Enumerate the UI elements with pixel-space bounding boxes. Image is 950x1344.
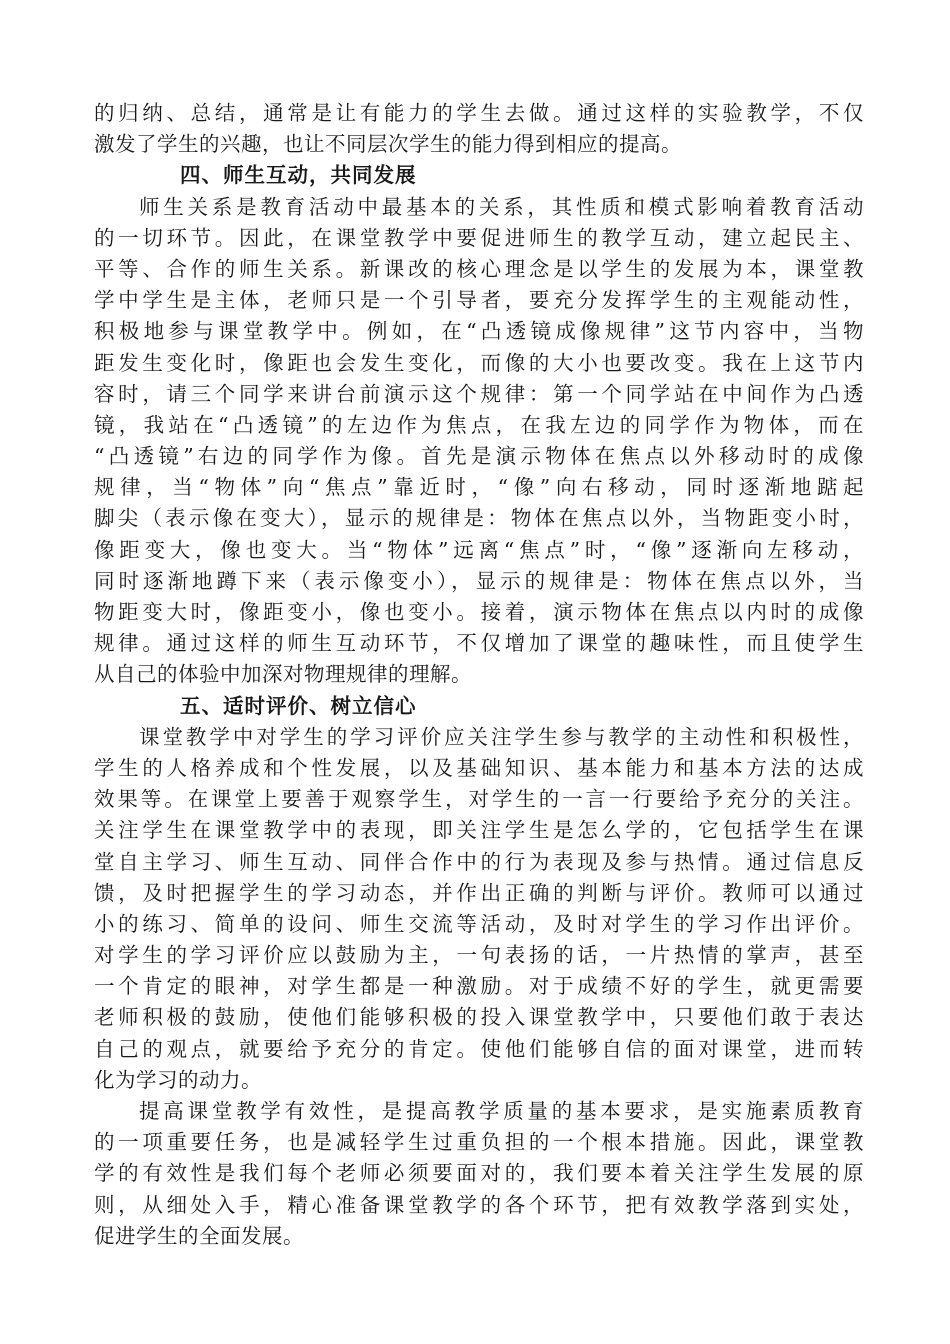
text-line: 对学生的学习评价应以鼓励为主，一句表扬的话，一片热情的掌声，甚至: [94, 943, 864, 968]
text-line: 容时，请三个同学来讲台前演示这个规律：第一个同学站在中间作为凸透: [94, 381, 864, 406]
section-heading-5: 五、适时评价、树立信心: [180, 693, 417, 718]
paragraph-evaluation: [94, 722, 864, 1096]
text-line: 激发了学生的兴趣，也让不同层次学生的能力得到相应的提高。: [94, 132, 682, 157]
text-line: 镜，我站在“凸透镜”的左边作为焦点，在我左边的同学作为物体，而在: [94, 412, 864, 437]
text-line: 馈，及时把握学生的学习动态，并作出正确的判断与评价。教师可以通过: [94, 880, 864, 905]
text-line: 脚尖（表示像在变大），显示的规律是：物体在焦点以外，当物距变小时，: [94, 506, 864, 531]
text-line: 小的练习、简单的设问、师生交流等活动，及时对学生的学习作出评价。: [94, 911, 864, 936]
text-line: 像距变大，像也变大。当“物体”远离“焦点”时，“像”逐渐向左移动，: [94, 537, 864, 562]
text-line: “凸透镜”右边的同学作为像。首先是演示物体在焦点以外移动时的成像: [94, 444, 864, 469]
text-line: 学的有效性是我们每个老师必须要面对的，我们要本着关注学生发展的原: [94, 1161, 864, 1186]
paragraph-continued: [94, 98, 864, 160]
text-line: 平等、合作的师生关系。新课改的核心理念是以学生的发展为本，课堂教: [94, 256, 864, 281]
text-line: 的归纳、总结，通常是让有能力的学生去做。通过这样的实验教学，不仅: [94, 101, 864, 125]
text-line: 规律。通过这样的师生互动环节，不仅增加了课堂的趣味性，而且使学生: [94, 631, 864, 656]
text-line: 课堂教学中对学生的学习评价应关注学生参与教学的主动性和积极性，: [139, 724, 864, 749]
text-line: 物距变大时，像距变小，像也变小。接着，演示物体在焦点以内时的成像: [94, 600, 864, 624]
paragraph-teacher-student-interaction: [94, 192, 864, 691]
text-line: 学中学生是主体，老师只是一个引导者，要充分发挥学生的主观能动性，: [94, 288, 864, 313]
section-heading-4: 四、师生互动，共同发展: [180, 163, 417, 188]
text-line: 距发生变化时，像距也会发生变化，而像的大小也要改变。我在上这节内: [94, 350, 864, 375]
text-line: 规律，当“物体”向“焦点”靠近时，“像”向右移动，同时逐渐地踮起: [94, 475, 864, 500]
text-line: 从自己的体验中加深对物理规律的理解。: [94, 662, 472, 687]
paragraph-conclusion: [94, 1096, 864, 1252]
text-line: 化为学习的动力。: [94, 1067, 262, 1092]
text-line: 效果等。在课堂上要善于观察学生，对学生的一言一行要给予充分的关注。: [94, 787, 864, 812]
document-page: [94, 98, 864, 1252]
text-line: 学生的人格养成和个性发展，以及基础知识、基本能力和基本方法的达成: [94, 755, 864, 780]
text-line: 提高课堂教学有效性，是提高教学质量的基本要求，是实施素质教育: [139, 1099, 864, 1123]
text-line: 师生关系是教育活动中最基本的关系，其性质和模式影响着教育活动: [139, 194, 864, 219]
text-line: 的一切环节。因此，在课堂教学中要促进师生的教学互动，建立起民主、: [94, 225, 864, 250]
text-line: 一个肯定的眼神，对学生都是一种激励。对于成绩不好的学生，就更需要: [94, 974, 864, 999]
text-line: 关注学生在课堂教学中的表现，即关注学生是怎么学的，它包括学生在课: [94, 818, 864, 843]
text-line: 自己的观点，就要给予充分的肯定。使他们能够自信的面对课堂，进而转: [94, 1036, 864, 1061]
text-line: 同时逐渐地蹲下来（表示像变小），显示的规律是：物体在焦点以外，当: [94, 568, 864, 593]
text-line: 的一项重要任务，也是减轻学生过重负担的一个根本措施。因此，课堂教: [94, 1130, 864, 1155]
text-line: 则，从细处入手，精心准备课堂教学的各个环节，把有效教学落到实处，: [94, 1192, 864, 1217]
text-line: 促进学生的全面发展。: [94, 1223, 304, 1248]
text-line: 堂自主学习、师生互动、同伴合作中的行为表现及参与热情。通过信息反: [94, 849, 864, 874]
text-line: 老师积极的鼓励，使他们能够积极的投入课堂教学中，只要他们敢于表达: [94, 1005, 864, 1030]
text-line: 积极地参与课堂教学中。例如，在“凸透镜成像规律”这节内容中，当物: [94, 319, 864, 344]
